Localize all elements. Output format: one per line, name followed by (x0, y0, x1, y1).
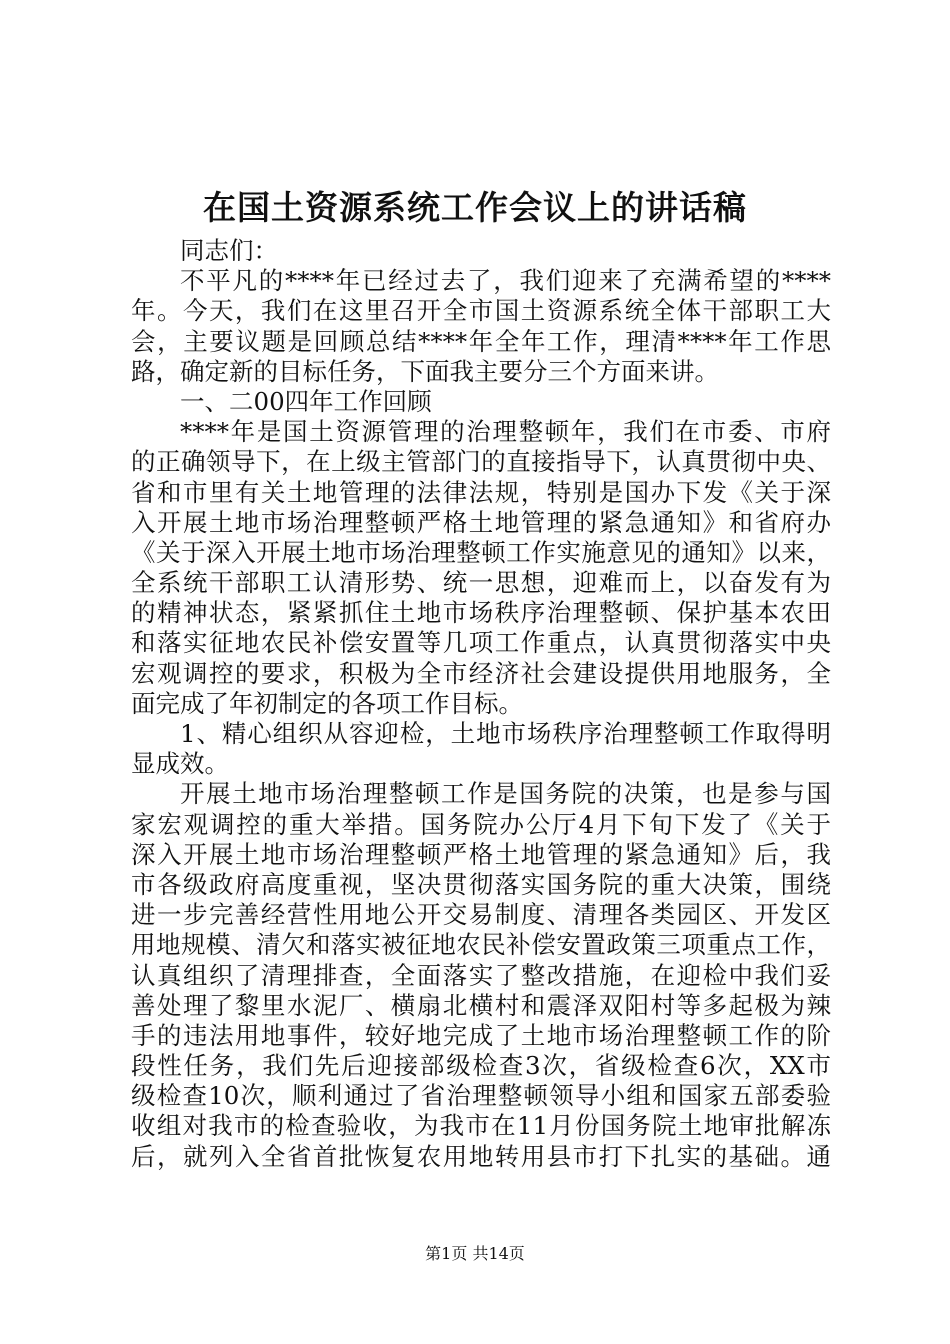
body-line: 路，确定新的目标任务，下面我主要分三个方面来讲。 (131, 356, 719, 386)
body-line: 家宏观调控的重大举措。国务院办公厅4月下旬下发了《关于 (131, 809, 831, 839)
body-line: 用地规模、清欠和落实被征地农民补偿安置政策三项重点工作， (131, 930, 831, 960)
body-line: 同志们： (180, 236, 278, 265)
body-line: 和落实征地农民补偿安置等几项工作重点，认真贯彻落实中央 (131, 628, 831, 658)
body-line: 善处理了黎里水泥厂、横扇北横村和震泽双阳村等多起极为辣 (131, 990, 831, 1020)
body-line: 后，就列入全省首批恢复农用地转用县市打下扎实的基础。通 (131, 1141, 831, 1171)
body-line: 宏观调控的要求，积极为全市经济社会建设提供用地服务，全 (131, 658, 831, 688)
body-line: 显成效。 (131, 749, 229, 779)
body-line: 的精神状态，紧紧抓住土地市场秩序治理整顿、保护基本农田 (131, 598, 831, 628)
body-line: 《关于深入开展土地市场治理整顿工作实施意见的通知》以来， (131, 537, 831, 567)
body-line: 面完成了年初制定的各项工作目标。 (131, 688, 523, 718)
body-line: 年。今天，我们在这里召开全市国土资源系统全体干部职工大 (131, 296, 831, 326)
body-line: 深入开展土地市场治理整顿严格土地管理的紧急通知》后，我 (131, 839, 831, 869)
body-line: 级检查10次，顺利通过了省治理整顿领导小组和国家五部委验 (131, 1081, 831, 1111)
body-line: 会，主要议题是回顾总结****年全年工作，理清****年工作思 (131, 326, 831, 356)
body-line: 手的违法用地事件，较好地完成了土地市场治理整顿工作的阶 (131, 1020, 831, 1050)
body-line: 收组对我市的检查验收，为我市在11月份国务院土地审批解冻 (131, 1111, 831, 1141)
body-line: 的正确领导下，在上级主管部门的直接指导下，认真贯彻中央、 (131, 447, 831, 477)
body-line: 入开展土地市场治理整顿严格土地管理的紧急通知》和省府办 (131, 507, 831, 537)
body-line: 段性任务，我们先后迎接部级检查3次，省级检查6次，XX市 (131, 1051, 831, 1081)
document-title: 在国土资源系统工作会议上的讲话稿 (203, 188, 747, 227)
body-line: 1、精心组织从容迎检，土地市场秩序治理整顿工作取得明 (180, 719, 831, 748)
body-line: 认真组织了清理排查，全面落实了整改措施，在迎检中我们妥 (131, 960, 831, 990)
body-line: 进一步完善经营性用地公开交易制度、清理各类园区、开发区 (131, 900, 831, 930)
document-body (131, 236, 831, 1172)
body-line: 一、二00四年工作回顾 (180, 386, 432, 416)
body-line: 全系统干部职工认清形势、统一思想，迎难而上，以奋发有为 (131, 568, 831, 598)
body-line: 不平凡的****年已经过去了，我们迎来了充满希望的**** (180, 266, 831, 296)
body-line: 省和市里有关土地管理的法律法规，特别是国办下发《关于深 (131, 477, 831, 507)
body-line: ****年是国土资源管理的治理整顿年，我们在市委、市府 (180, 417, 831, 447)
page-footer: 第1页 共14页 (425, 1244, 525, 1263)
body-line: 市各级政府高度重视，坚决贯彻落实国务院的重大决策，围绕 (131, 869, 831, 899)
body-line: 开展土地市场治理整顿工作是国务院的决策，也是参与国 (180, 779, 831, 809)
